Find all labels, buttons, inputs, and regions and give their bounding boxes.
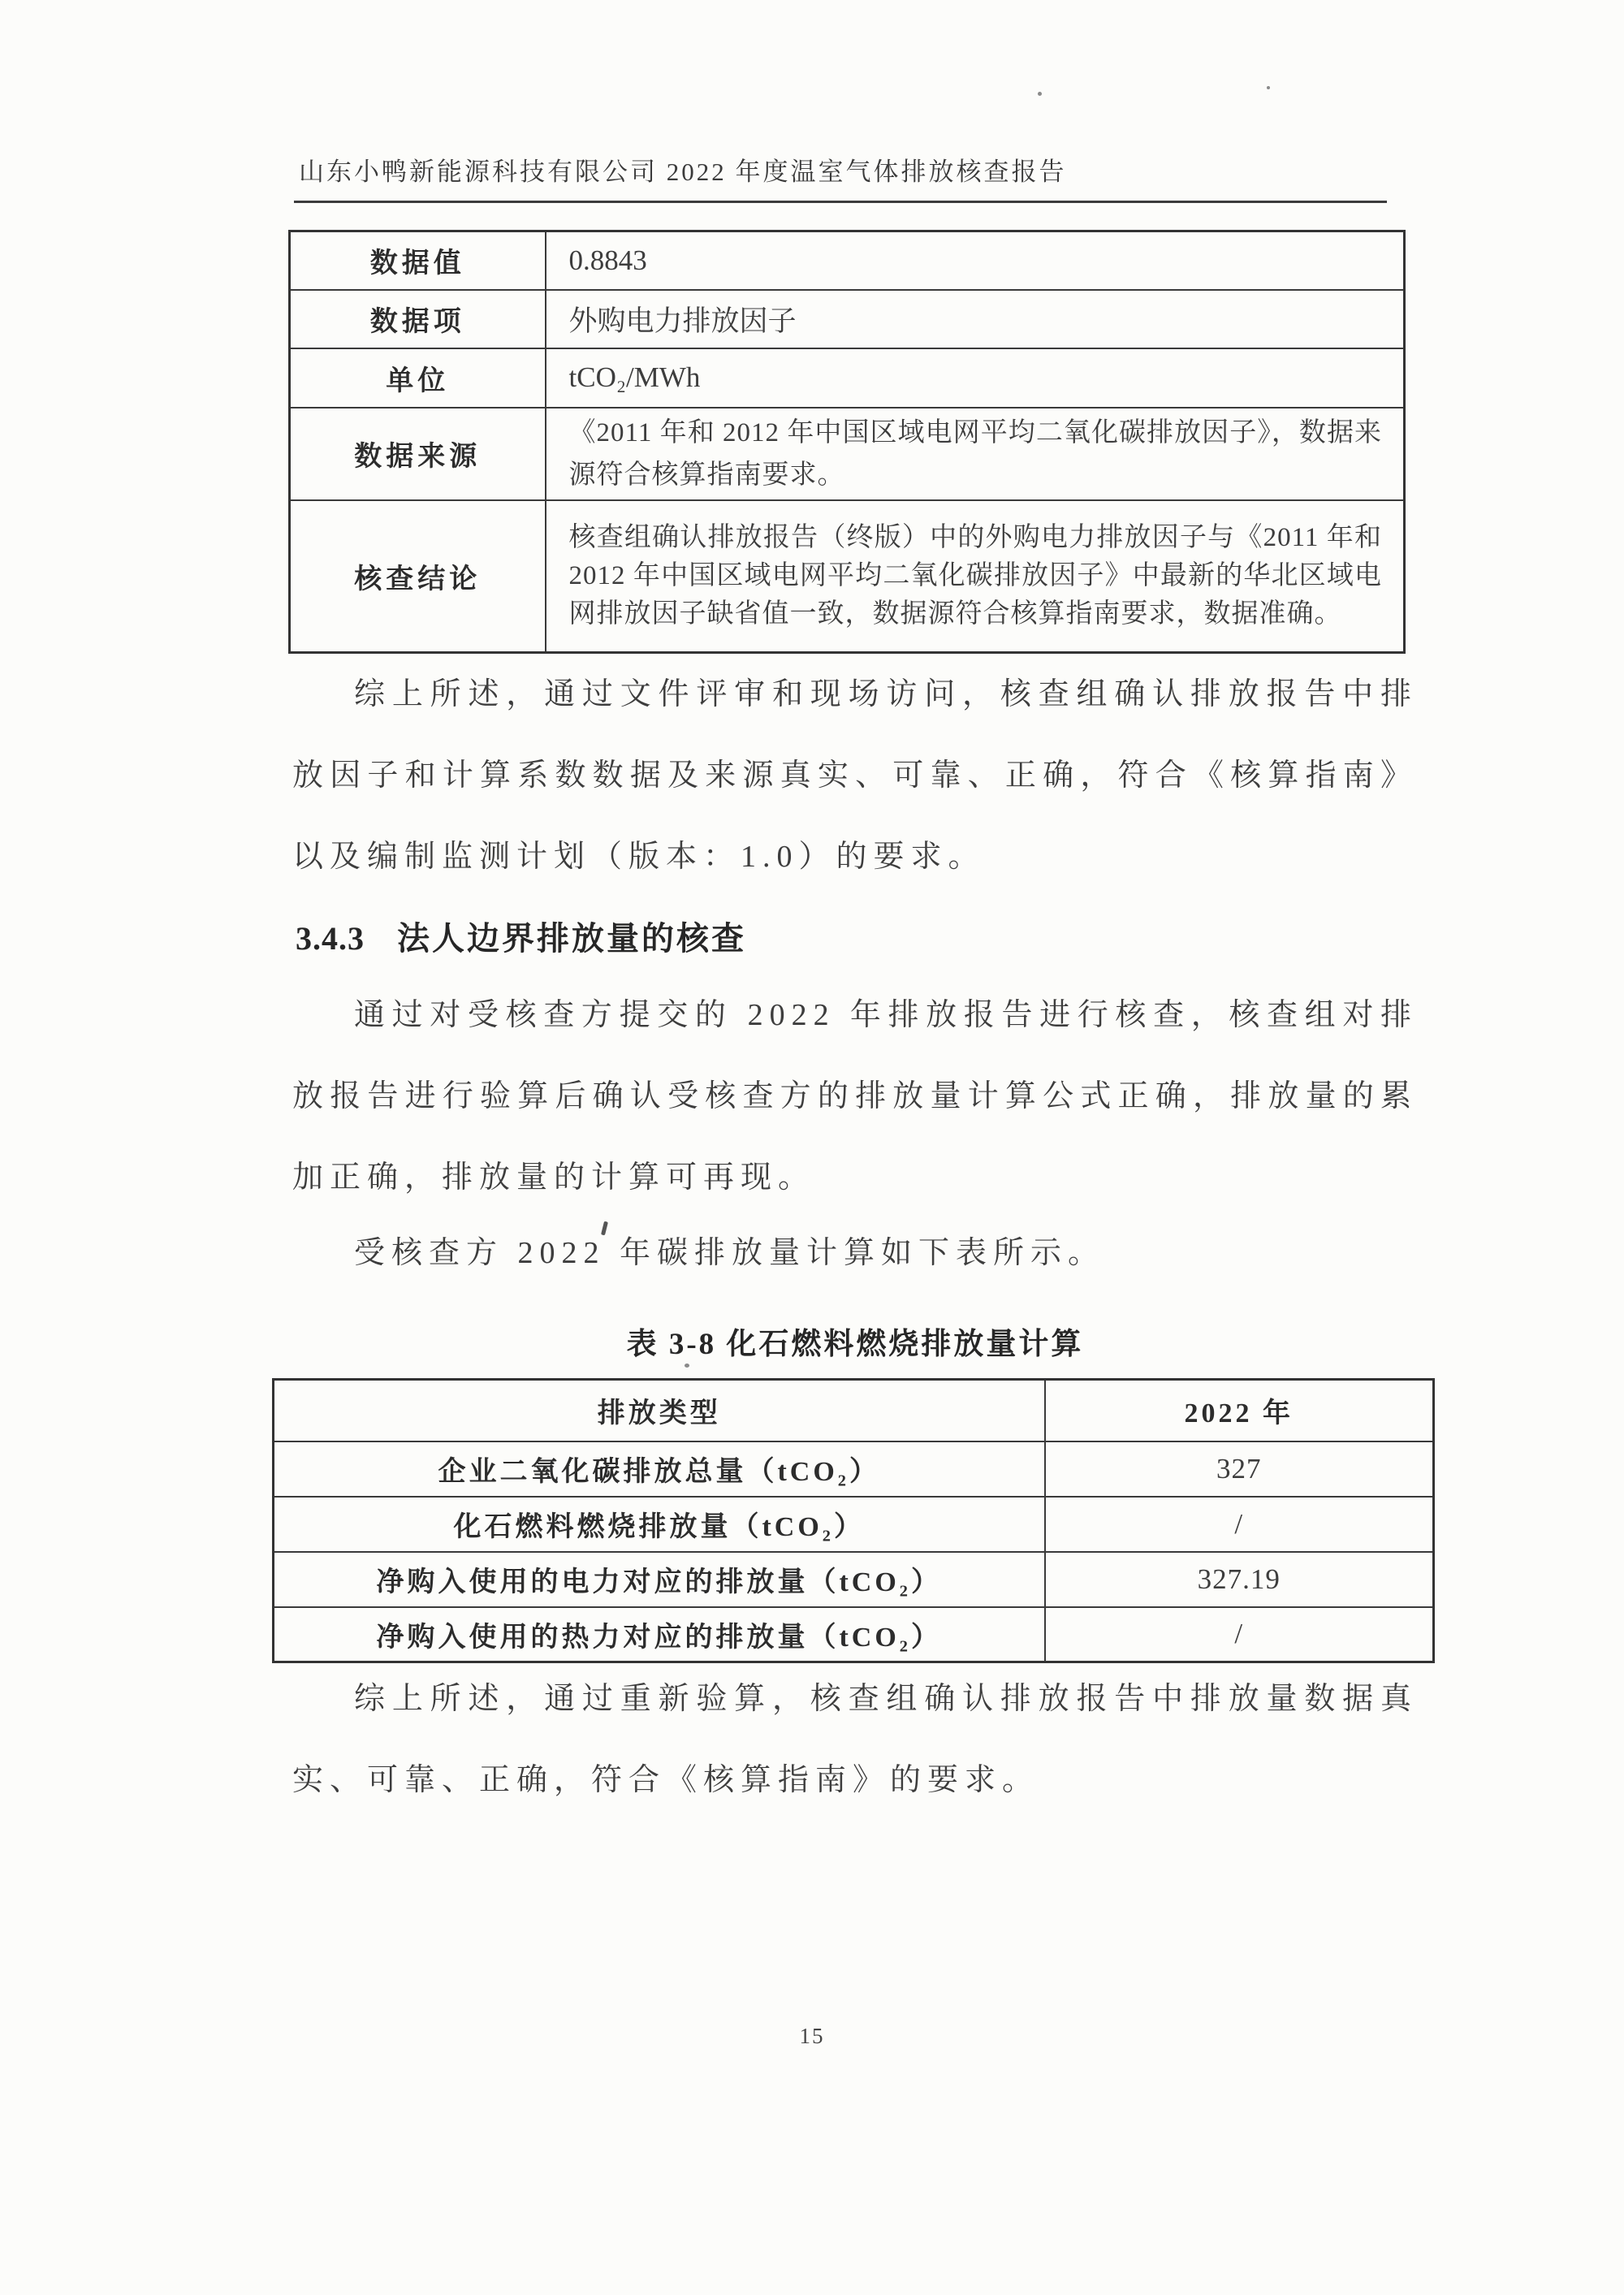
table-row bbox=[274, 1552, 1434, 1607]
table-row bbox=[290, 290, 1405, 348]
section-title: 法人边界排放量的核查 bbox=[397, 920, 746, 957]
table-row bbox=[274, 1497, 1434, 1552]
table-row bbox=[290, 500, 1405, 653]
emission-row-type: 净购入使用的电力对应的排放量（tCO₂） bbox=[274, 1552, 1045, 1607]
factor-row-value: 《2011 年和 2012 年中国区域电网平均二氧化碳排放因子》，数据来源符合核算指南要求。 bbox=[546, 408, 1405, 500]
column-header-year: 2022 年 bbox=[1045, 1380, 1434, 1441]
emission-row-value: 327.19 bbox=[1045, 1552, 1434, 1607]
table-header-row bbox=[274, 1380, 1434, 1441]
paragraph-final-conclusion: 综上所述，通过重新验算，核查组确认排放报告中排放量数据真实、可靠、正确，符合《核算指南》的要求。 bbox=[292, 1682, 1418, 1797]
fossil-fuel-emission-table bbox=[272, 1378, 1435, 1663]
factor-row-label: 数据项 bbox=[290, 290, 546, 348]
factor-row-label: 数据来源 bbox=[290, 408, 546, 500]
table-row bbox=[274, 1441, 1434, 1497]
emission-row-type: 化石燃料燃烧排放量（tCO₂） bbox=[274, 1497, 1045, 1552]
table-3-8-caption: 表 3-8 化石燃料燃烧排放量计算 bbox=[626, 1328, 1084, 1361]
table-row bbox=[290, 231, 1405, 290]
column-header-emission-type: 排放类型 bbox=[274, 1380, 1045, 1441]
emission-factor-table bbox=[288, 230, 1406, 654]
running-header-title: 山东小鸭新能源科技有限公司 2022 年度温室气体排放核查报告 bbox=[299, 158, 1067, 186]
section-heading-3-4-3 bbox=[296, 913, 746, 959]
paragraph-verification-result: 通过对受核查方提交的 2022 年排放报告进行核查，核查组对排放报告进行验算后确认受核查方的排放量计算公式正确，排放量的累加正确，排放量的计算可再现。 bbox=[292, 998, 1418, 1195]
table-row bbox=[274, 1607, 1434, 1662]
table-row bbox=[290, 408, 1405, 500]
factor-row-label: 单位 bbox=[290, 348, 546, 408]
factor-row-label: 核查结论 bbox=[290, 500, 546, 653]
emission-row-type: 企业二氧化碳排放总量（tCO₂） bbox=[274, 1441, 1045, 1497]
emission-row-value: / bbox=[1045, 1497, 1434, 1552]
paragraph-table-intro: 受核查方 2022 年碳排放量计算如下表所示。 bbox=[354, 1236, 1106, 1270]
factor-row-value: 0.8843 bbox=[546, 231, 1405, 290]
scan-speck bbox=[685, 1364, 689, 1368]
table-row bbox=[290, 348, 1405, 408]
paragraph-factor-conclusion: 综上所述，通过文件评审和现场访问，核查组确认排放报告中排放因子和计算系数数据及来源真实、可靠、正确，符合《核算指南》以及编制监测计划（版本：1.0）的要求。 bbox=[292, 677, 1418, 874]
factor-row-value: tCO₂/MWh bbox=[546, 348, 1405, 408]
page-number: 15 bbox=[799, 2024, 825, 2048]
scan-speck bbox=[1267, 86, 1270, 89]
emission-row-value: 327 bbox=[1045, 1441, 1434, 1497]
emission-row-value: / bbox=[1045, 1607, 1434, 1662]
factor-row-value: 核查组确认排放报告（终版）中的外购电力排放因子与《2011 年和 2012 年中国区域电网平均二氧化碳排放因子》中最新的华北区域电网排放因子缺省值一致，数据源符合核算指南要求，数据准确。 bbox=[546, 500, 1405, 653]
factor-row-label: 数据值 bbox=[290, 231, 546, 290]
factor-row-value: 外购电力排放因子 bbox=[546, 290, 1405, 348]
scan-speck bbox=[1038, 92, 1042, 96]
emission-row-type: 净购入使用的热力对应的排放量（tCO₂） bbox=[274, 1607, 1045, 1662]
header-rule bbox=[294, 201, 1387, 203]
section-number: 3.4.3 bbox=[296, 920, 365, 957]
